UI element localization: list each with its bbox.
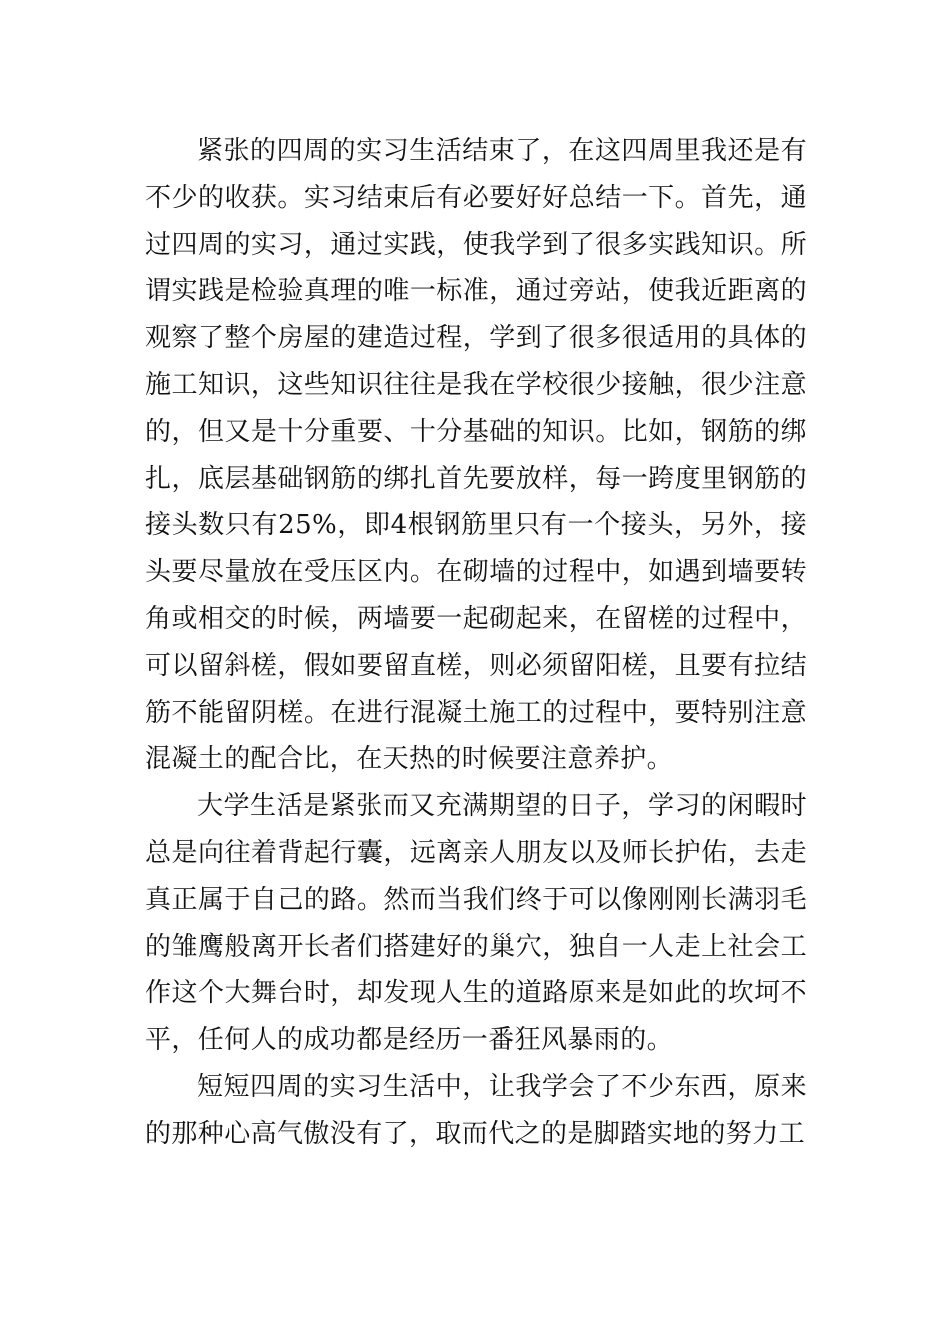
paragraph-internship-summary: 紧张的四周的实习生活结束了，在这四周里我还是有不少的收获。实习结束后有必要好好总结一下。首先，通过四周的实习，通过实践，使我学到了很多实践知识。所谓实践是检验真理的唯一标准，通过旁站，使我近距离的观察了整个房屋的建造过程，学到了很多很适用的具体的施工知识，这些知识往往是我在学校很少接触，很少注意的，但又是十分重要、十分基础的知识。比如，钢筋的绑扎，底层基础钢筋的绑扎首先要放样，每一跨度里钢筋的接头数只有25%，即4根钢筋里只有一个接头，另外，接头要尽量放在受压区内。在砌墙的过程中，如遇到墙要转角或相交的时候，两墙要一起砌起来，在留槎的过程中，可以留斜槎，假如要留直槎，则必须留阳槎，且要有拉结筋不能留阴槎。在进行混凝土施工的过程中，要特别注意混凝土的配合比，在天热的时候要注意养护。: [145, 136, 807, 775]
document-body: [145, 128, 807, 1158]
paragraph-lessons-learned: 短短四周的实习生活中，让我学会了不少东西，原来的那种心高气傲没有了，取而代之的是脚踏实地的努力工: [145, 1071, 807, 1149]
paragraph-university-life: 大学生活是紧张而又充满期望的日子，学习的闲暇时总是向往着背起行囊，远离亲人朋友以及师长护佑，去走真正属于自己的路。然而当我们终于可以像刚刚长满羽毛的雏鹰般离开长者们搭建好的巢穴，独自一人走上社会工作这个大舞台时，却发现人生的道路原来是如此的坎坷不平，任何人的成功都是经历一番狂风暴雨的。: [145, 791, 807, 1056]
